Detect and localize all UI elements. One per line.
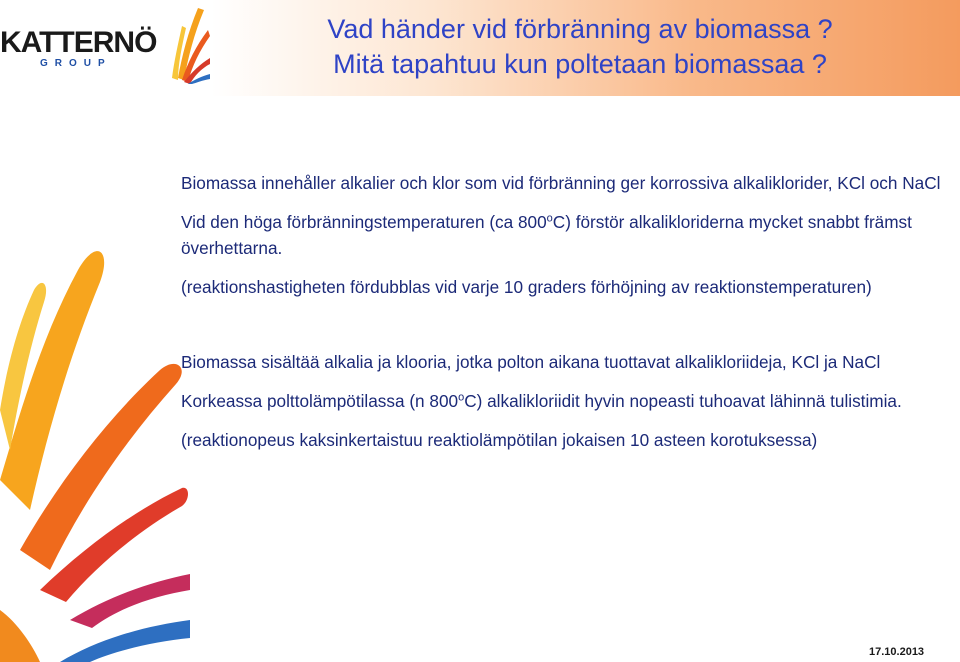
swedish-paragraph-2 <box>181 209 941 261</box>
decorative-rays-graphic <box>0 150 190 662</box>
finnish-paragraph-1: Biomassa sisältää alkalia ja klooria, jotka polton aikana tuottavat alkalikloriideja, KCl ja NaCl <box>181 352 881 372</box>
swedish-p2-start: Vid den höga förbränningstemperaturen (ca 800 <box>181 212 547 232</box>
logo-group-text: GROUP <box>40 58 112 69</box>
swedish-paragraph-1: Biomassa innehåller alkalier och klor som vid förbränning ger korrossiva alkaliklorider, KCl och NaCl <box>181 173 941 193</box>
swedish-p2-end: C) förstör alkalikloriderna mycket snabbt främst överhettarna. <box>181 212 912 258</box>
finnish-p2-end: C) alkalikloriidit hyvin nopeasti tuhoavat lähinnä tulistimia. <box>464 391 902 411</box>
katterno-logo <box>0 4 210 84</box>
footer-date: 17.10.2013 <box>869 646 925 658</box>
title-swedish: Vad händer vid förbränning av biomassa ? <box>327 14 833 44</box>
logo-brand-text: KATTERNÖ <box>0 26 157 59</box>
slide-body <box>181 170 941 453</box>
finnish-paragraph-3: (reaktionopeus kaksinkertaistuu reaktiolämpötilan jokaisen 10 asteen korotuksessa) <box>181 430 818 450</box>
degree-superscript: o <box>458 391 465 404</box>
finnish-p2-start: Korkeassa polttolämpötilassa (n 800 <box>181 391 459 411</box>
degree-superscript: o <box>546 212 553 225</box>
slide-title <box>240 12 920 82</box>
title-finnish: Mitä tapahtuu kun poltetaan biomassaa ? <box>333 49 827 79</box>
logo-rays-icon <box>148 4 210 84</box>
swedish-paragraph-3: (reaktionshastigheten fördubblas vid varje 10 graders förhöjning av reaktionstemperaturen) <box>181 277 872 297</box>
finnish-paragraph-2 <box>181 388 941 414</box>
